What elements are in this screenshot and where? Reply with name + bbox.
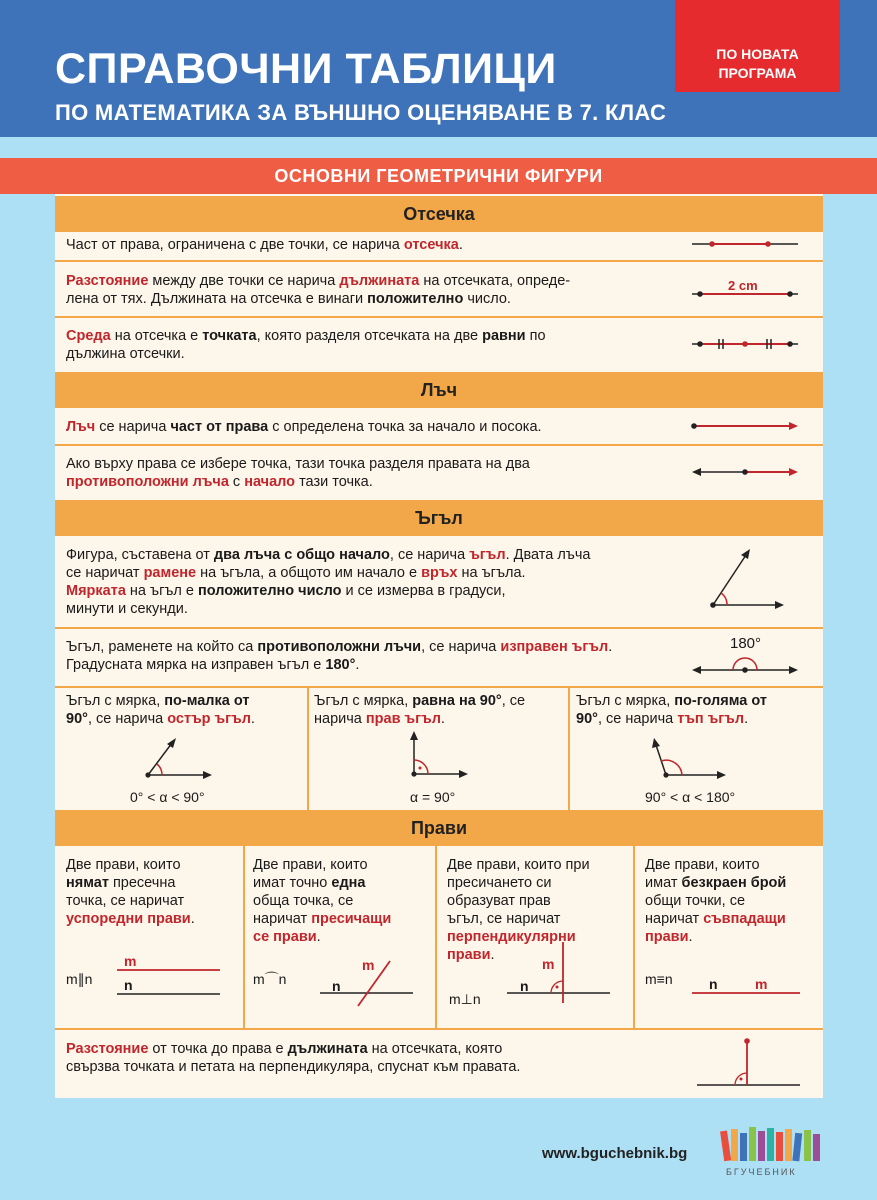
segment-heading: Отсечка bbox=[55, 196, 823, 232]
divider bbox=[55, 316, 823, 318]
right-angle-figure bbox=[400, 728, 480, 784]
parallel-lines-text: Две прави, които нямат пресечна точка, се наричат успоредни прави. bbox=[66, 857, 195, 927]
straight-angle-figure bbox=[690, 650, 800, 680]
segment-figure bbox=[690, 236, 800, 252]
obtuse-angle-figure bbox=[650, 735, 730, 785]
acute-angle-formula: 0° < α < 90° bbox=[130, 789, 205, 805]
segment-row-3-text: Среда на отсечка е точката, която разделя отсечката на две равни по дължина отсечки. bbox=[66, 328, 546, 362]
angle-row-2-text: Ъгъл, раменете на който са противоположни лъчи, се нарича изправен ъгъл. Градусната мярка на изправен ъгъл е 180°. bbox=[66, 639, 613, 673]
right-angle-text: Ъгъл с мярка, равна на 90°, се нарича прав ъгъл. bbox=[314, 693, 526, 727]
ray-row-1-text: Лъч се нарича част от права с определена точка за начало и посока. bbox=[66, 419, 542, 435]
section-title: ОСНОВНИ ГЕОМЕТРИЧНИ ФИГУРИ bbox=[0, 158, 877, 194]
perpendicular-lines-figure bbox=[505, 940, 615, 1005]
segment-midpoint-figure bbox=[690, 336, 800, 352]
opposite-rays-figure bbox=[690, 464, 800, 480]
straight-angle-label: 180° bbox=[730, 635, 762, 652]
page-title: СПРАВОЧНИ ТАБЛИЦИ bbox=[55, 45, 557, 93]
divider bbox=[55, 260, 823, 262]
divider bbox=[55, 444, 823, 446]
segment-length-figure bbox=[690, 286, 800, 302]
perpendicular-n-label: n bbox=[520, 978, 529, 994]
parallel-lines-figure bbox=[115, 962, 225, 1002]
intersecting-lines-figure bbox=[318, 958, 418, 1008]
perpendicular-lines-text: Две прави, които при пресичането си образуват прав ъгъл, се наричат перпендикулярни прави. bbox=[447, 857, 590, 963]
intersecting-lines-text: Две прави, които имат точно една обща точка, се наричат пресичащи се прави. bbox=[253, 857, 392, 945]
website-link[interactable]: www.bguchebnik.bg bbox=[542, 1145, 688, 1162]
acute-angle-figure bbox=[140, 735, 220, 785]
divider bbox=[633, 846, 635, 1028]
divider bbox=[55, 686, 823, 688]
new-program-badge bbox=[675, 0, 840, 92]
ray-heading: Лъч bbox=[55, 372, 823, 408]
intersecting-m-label: m bbox=[362, 957, 375, 973]
coinciding-n-label: n bbox=[709, 976, 718, 992]
divider bbox=[435, 846, 437, 1028]
ray-row-2-text: Ако върху права се избере точка, тази точка разделя правата на два противоположни лъча с начало тази точка. bbox=[66, 456, 530, 490]
parallel-notation: m∥n bbox=[66, 971, 93, 987]
obtuse-angle-text: Ъгъл с мярка, по-голяма от 90°, се нарича тъп ъгъл. bbox=[576, 693, 767, 727]
obtuse-angle-formula: 90° < α < 180° bbox=[645, 789, 736, 805]
angle-heading: Ъгъл bbox=[55, 500, 823, 536]
intersecting-notation: m⌒n bbox=[253, 971, 287, 987]
segment-row-1-text: Част от права, ограничена с две точки, се нарича отсечка. bbox=[66, 237, 463, 253]
divider bbox=[568, 686, 570, 810]
perpendicular-notation: m⊥n bbox=[449, 991, 481, 1007]
perpendicular-m-label: m bbox=[542, 956, 555, 972]
coinciding-lines-figure bbox=[690, 988, 805, 998]
coinciding-notation: m≡n bbox=[645, 971, 673, 987]
angle-row-1-text: Фигура, съставена от два лъча с общо начало, се нарича ъгъл. Двата лъча се наричат рамене на ъгъла, а общото им начало е връх на ъгъла. Мярката на ъгъл е положително число и се измерва в градуси, минути и секунди. bbox=[66, 547, 591, 617]
right-angle-formula: α = 90° bbox=[410, 789, 456, 805]
divider bbox=[307, 686, 309, 810]
divider bbox=[55, 627, 823, 629]
coinciding-lines-text: Две прави, които имат безкраен брой общи точки, се наричат съвпадащи прави. bbox=[645, 857, 787, 945]
angle-figure bbox=[700, 545, 790, 615]
point-line-distance-text: Разстояние от точка до права е дължината на отсечката, която свързва точката и петата на перпендикуляра, спуснат към правата. bbox=[66, 1041, 521, 1075]
point-line-distance-figure bbox=[695, 1035, 805, 1090]
parallel-m-label: m bbox=[124, 953, 137, 969]
divider bbox=[243, 846, 245, 1028]
acute-angle-text: Ъгъл с мярка, по-малка от 90°, се нарича остър ъгъл. bbox=[66, 693, 255, 727]
coinciding-m-label: m bbox=[755, 976, 768, 992]
divider bbox=[55, 1028, 823, 1030]
lines-heading: Прави bbox=[55, 810, 823, 846]
badge-line-1: ПО НОВАТА bbox=[716, 46, 799, 62]
page-subtitle: ПО МАТЕМАТИКА ЗА ВЪНШНО ОЦЕНЯВАНЕ В 7. КЛАС bbox=[55, 100, 667, 125]
logo-text: БГУЧЕБНИК bbox=[726, 1167, 797, 1177]
segment-row-2-text: Разстояние между две точки се нарича дължината на отсечката, опреде- лена от тях. Дължината на отсечка е винаги положително число. bbox=[66, 273, 571, 307]
intersecting-n-label: n bbox=[332, 978, 341, 994]
ray-figure bbox=[690, 418, 800, 434]
segment-length-label: 2 cm bbox=[728, 278, 758, 293]
badge-line-2: ПРОГРАМА bbox=[718, 65, 797, 81]
parallel-n-label: n bbox=[124, 977, 133, 993]
